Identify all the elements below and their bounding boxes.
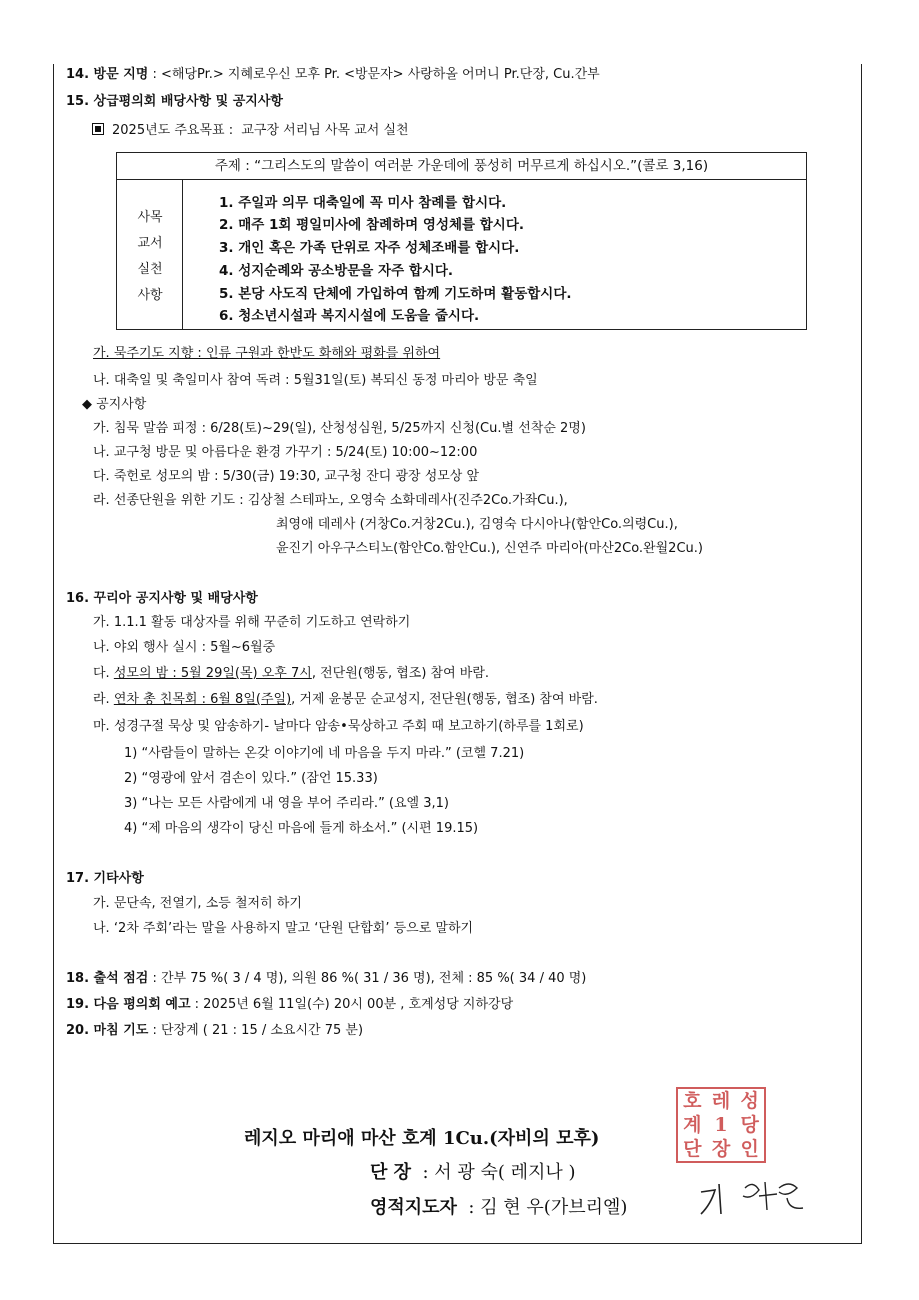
rosary-intention: 가. 묵주기도 지향 : 인류 구원과 한반도 화해와 평화를 위하여: [93, 346, 441, 361]
side-label-column: [117, 180, 183, 329]
goal-text: 교구장 서리님 사목 교서 실천: [241, 123, 409, 138]
misc-item: 가. 문단속, 전열기, 소등 철저히 하기: [93, 896, 302, 911]
side-label: 실천: [137, 262, 163, 277]
verse-item: 3) “나는 모든 사람에게 내 영을 부어 주리라.” (요엘 3,1): [124, 796, 449, 811]
feast-mass-line: 나. 대축일 및 축일미사 참여 독려 : 5월31일(토) 복되신 동정 마리아 방문 축일: [93, 373, 538, 388]
handwritten-signature: [693, 1170, 813, 1220]
letter-item: 6. 청소년시설과 복지시설에 도움을 줍시다.: [219, 308, 480, 324]
verse-item: 4) “제 마음의 생각이 당신 마음에 들게 하소서.” (시편 19.15): [124, 821, 479, 836]
notice-item: 가. 침묵 말씀 피정 : 6/28(토)~29(일), 산청성심원, 5/25까지 신청(Cu.별 선착순 2명): [93, 421, 586, 436]
item14-text: : <해당Pr.> 지혜로우신 모후 Pr. <방문자> 사랑하올 어머니 Pr.단장, Cu.간부: [148, 67, 600, 82]
pastoral-letter-box: [116, 152, 807, 330]
misc-item: 나. ‘2차 주회’라는 말을 사용하지 말고 ‘단원 단합회’ 등으로 말하기: [93, 921, 474, 936]
item16-heading: 16. 꾸리아 공지사항 및 배당사항: [66, 591, 258, 606]
goal-line: [92, 122, 409, 140]
letter-item: 3. 개인 혹은 가족 단위로 자주 성체조배를 합시다.: [219, 240, 520, 256]
notice-item-cont: 최영애 데레사 (거창Co.거창2Cu.), 김영숙 다시아나(함안Co.의령Cu.),: [276, 517, 678, 532]
notice-item: 라. 선종단원을 위한 기도 : 김상철 스테파노, 오영숙 소화데레사(진주2Co.가좌Cu.),: [93, 493, 568, 508]
curia-item: 나. 야외 행사 실시 : 5월~6월중: [93, 640, 276, 655]
goal-label: 2025년도 주요목표 :: [112, 123, 234, 138]
notice-heading: ◆ 공지사항: [82, 397, 147, 412]
side-label: 교서: [137, 236, 163, 251]
org-name: 레지오 마리애 마산 호계 1Cu.(자비의 모후): [244, 1128, 600, 1149]
director-line: 영적지도자 : 김 현 우(가브리엘): [370, 1197, 628, 1218]
item14: [66, 66, 600, 84]
closing-prayer-line: 20. 마침 기도 : 단장계 ( 21 : 15 / 소요시간 75 분): [66, 1023, 364, 1038]
side-label: 사목: [137, 210, 163, 225]
letter-item: 5. 본당 사도직 단체에 가입하여 함께 기도하며 활동합시다.: [219, 286, 572, 302]
verse-item: 2) “영광에 앞서 겸손이 있다.” (잠언 15.33): [124, 771, 378, 786]
square-bullet-icon: [92, 123, 104, 135]
red-seal-stamp: 호 레 성 계 1 당 단 장 인: [676, 1087, 766, 1163]
curia-item: 가. 1.1.1 활동 대상자를 위해 꾸준히 기도하고 연락하기: [93, 615, 411, 630]
letter-item: 4. 성지순례와 공소방문을 자주 합시다.: [219, 263, 454, 279]
item17-heading: 17. 기타사항: [66, 871, 144, 886]
leader-line: 단 장 : 서 광 숙( 레지나 ): [370, 1162, 576, 1183]
attendance-line: 18. 출석 점검 : 간부 75 %( 3 / 4 명), 의원 86 %( 31 / 36 명), 전체 : 85 %( 34 / 40 명): [66, 971, 587, 986]
letter-item: 1. 주일과 의무 대축일에 꼭 미사 참례를 합시다.: [219, 195, 507, 211]
item14-label: 14. 방문 지명: [66, 67, 149, 82]
notice-item: 나. 교구청 방문 및 아름다운 환경 가꾸기 : 5/24(토) 10:00~12:00: [93, 445, 478, 460]
next-meeting-line: 19. 다음 평의회 예고 : 2025년 6월 11일(수) 20시 00분 , 호계성당 지하강당: [66, 997, 514, 1012]
curia-item: 다. 성모의 밤 : 5월 29일(목) 오후 7시, 전단원(행동, 협조) 참여 바람.: [93, 666, 490, 681]
item15-heading: 15. 상급평의회 배당사항 및 공지사항: [66, 94, 283, 109]
side-label: 사항: [137, 288, 163, 303]
letter-item: 2. 매주 1회 평일미사에 참례하며 영성체를 합시다.: [219, 217, 525, 233]
theme-row: 주제 : “그리스도의 말씀이 여러분 가운데에 풍성히 머무르게 하십시오.”(콜로 3,16): [117, 153, 806, 180]
verse-item: 1) “사람들이 말하는 온갖 이야기에 네 마음을 두지 마라.” (코헬 7.21): [124, 746, 525, 761]
notice-item: 다. 죽헌로 성모의 밤 : 5/30(금) 19:30, 교구청 잔디 광장 성모상 앞: [93, 469, 480, 484]
curia-item: 라. 연차 총 친목회 : 6월 8일(주일), 거제 윤봉문 순교성지, 전단원(행동, 협조) 참여 바람.: [93, 692, 598, 707]
notice-item-cont: 윤진기 아우구스티노(함안Co.함안Cu.), 신연주 마리아(마산2Co.완월2Cu.): [276, 541, 703, 556]
curia-item: 마. 성경구절 묵상 및 암송하기- 날마다 암송•묵상하고 주회 때 보고하기(하루를 1회로): [93, 719, 584, 734]
